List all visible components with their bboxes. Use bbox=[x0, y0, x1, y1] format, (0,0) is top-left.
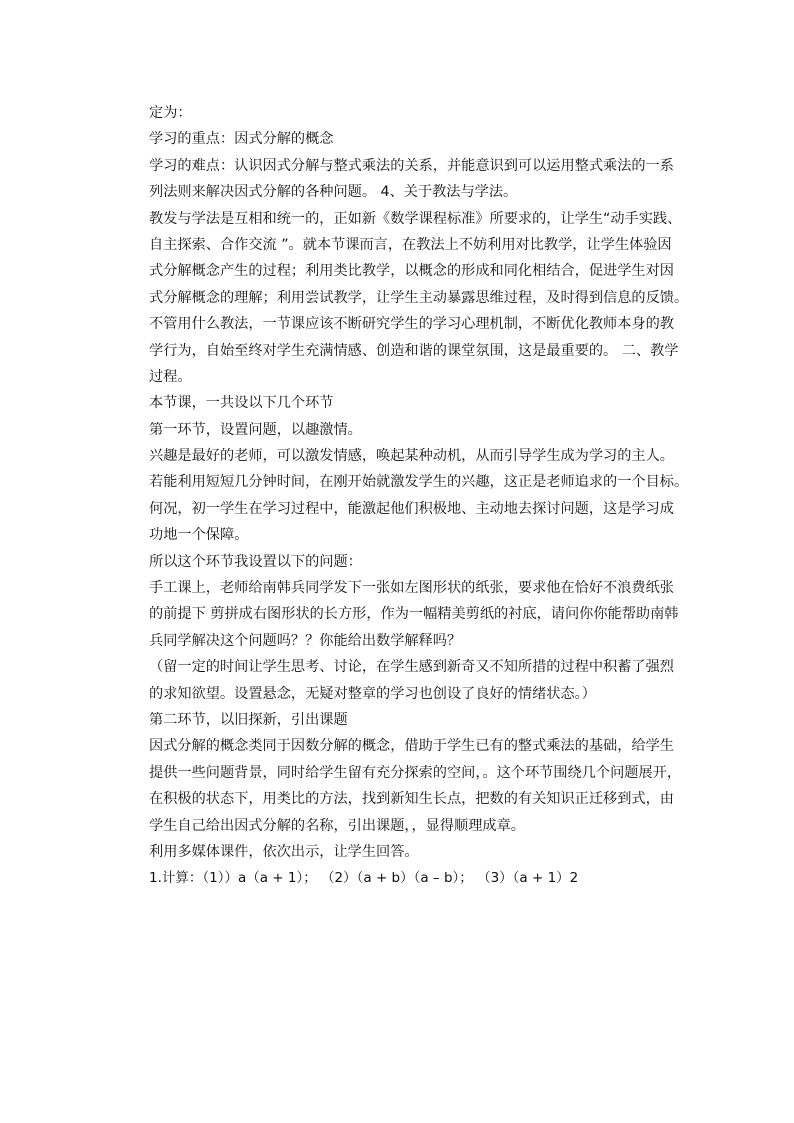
text-line: 式分解概念的理解；利用尝试教学，让学生主动暴露思维过程，及时得到信息的反馈。 bbox=[149, 289, 689, 306]
text-line: 第二环节，以旧探新，引出课题 bbox=[149, 711, 348, 728]
text-line: 的求知欲望。设置悬念，无疑对整章的学习也创设了良好的情绪状态。） bbox=[149, 685, 596, 702]
text-line: 式分解概念产生的过程；利用类比教学，以概念的形成和同化相结合，促进学生对因 bbox=[149, 263, 674, 280]
text-line: 定为： bbox=[149, 105, 192, 121]
text-line: 的前提下 剪拼成右图形状的长方形，作为一幅精美剪纸的衬底，请问你你能帮助南韩 bbox=[149, 606, 679, 623]
text-line: 学行为，自始至终对学生充满情感、创造和谐的课堂氛围，这是最重要的。 二、教学 bbox=[149, 342, 679, 359]
text-line: （留一定的时间让学生思考、讨论，在学生感到新奇又不知所措的过程中积蓄了强烈 bbox=[149, 659, 674, 676]
text-line: 第一环节，设置问题，以趣激情。 bbox=[149, 421, 362, 438]
text-line: 学习的难点：认识因式分解与整式乘法的关系，并能意识到可以运用整式乘法的一系 bbox=[149, 157, 674, 174]
text-line: 手工课上，老师给南韩兵同学发下一张如左图形状的纸张，要求他在恰好不浪费纸张 bbox=[149, 580, 674, 597]
document-body bbox=[149, 100, 689, 892]
text-line: 所以这个环节我设置以下的问题： bbox=[149, 553, 362, 570]
text-line: 因式分解的概念类同于因数分解的概念，借助于学生已有的整式乘法的基础，给学生 bbox=[149, 738, 674, 755]
text-line: 利用多媒体课件，依次出示，让学生回答。 bbox=[149, 843, 419, 860]
text-line: 教发与学法是互相和统一的，正如新《数学课程标准》所要求的，让学生“动手实践、 bbox=[149, 210, 682, 227]
text-line: 自主探索、合作交流 ”。就本节课而言，在教法上不妨利用对比教学，让学生体验因 bbox=[149, 236, 672, 253]
text-line: 不管用什么教法，一节课应该不断研究学生的学习心理机制，不断优化教师本身的教 bbox=[149, 316, 674, 333]
text-line: 本节课，一共设以下几个环节 bbox=[149, 395, 334, 412]
text-line: 功地一个保障。 bbox=[149, 527, 249, 544]
text-line: 兴趣是最好的老师，可以激发情感，唤起某种动机，从而引导学生成为学习的主人。 bbox=[149, 448, 674, 465]
text-line: 兵同学解决这个问题吗？？你能给出数学解释吗？ bbox=[149, 632, 462, 649]
text-line: 何况，初一学生在学习过程中，能激起他们积极地、主动地去探讨问题，这是学习成 bbox=[149, 500, 674, 517]
text-line: 学习的重点：因式分解的概念 bbox=[149, 131, 334, 148]
text-line: 在积极的状态下，用类比的方法，找到新知生长点，把数的有关知识正迁移到式，由 bbox=[149, 791, 674, 808]
text-line: 若能利用短短几分钟时间，在刚开始就激发学生的兴趣，这正是老师追求的一个目标。 bbox=[149, 474, 689, 491]
text-line: 学生自己给出因式分解的名称，引出课题，，显得顺理成章。 bbox=[149, 817, 525, 834]
text-line: 提供一些问题背景，同时给学生留有充分探索的空间，。这个环节围绕几个问题展开， bbox=[149, 764, 682, 781]
text-line: 列法则来解决因式分解的各种问题。 4、关于教法与学法。 bbox=[149, 184, 518, 201]
text-line: 过程。 bbox=[149, 368, 192, 385]
math-exercise-line: 1.计算：（1））a（a + 1）； （2）（a + b）（a – b）； （3）（a + 1）2 bbox=[149, 870, 579, 887]
